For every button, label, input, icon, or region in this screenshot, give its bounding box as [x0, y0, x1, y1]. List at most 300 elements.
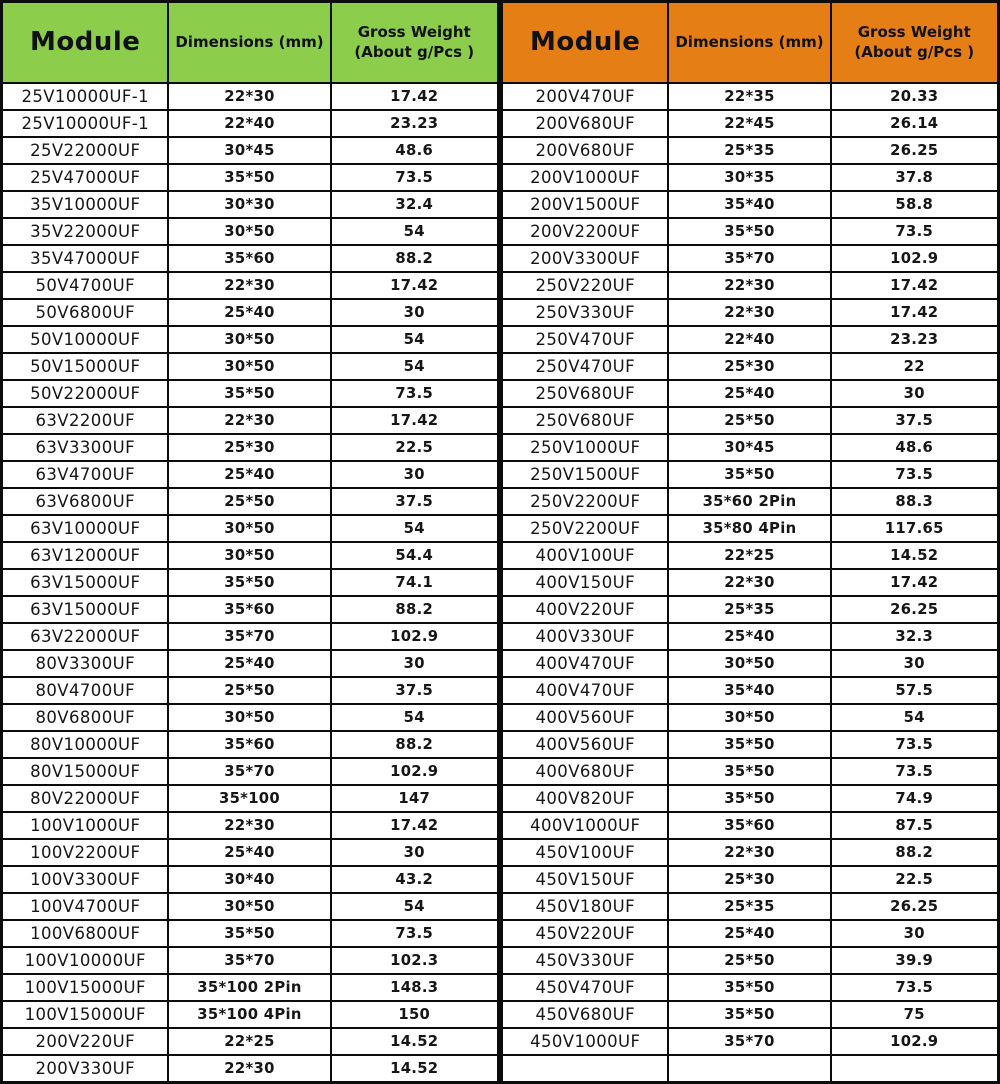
module-cell: 200V330UF: [2, 1055, 169, 1082]
table-row: [502, 326, 999, 353]
dimensions-cell: 35*40: [668, 677, 830, 704]
gross-weight-cell: 17.42: [331, 812, 499, 839]
gross-weight-cell: 37.5: [331, 677, 499, 704]
module-cell: 100V15000UF: [2, 974, 169, 1001]
dimensions-cell: 22*30: [168, 83, 330, 110]
gross-weight-cell: 54: [331, 326, 499, 353]
gross-weight-cell: 48.6: [331, 137, 499, 164]
dimensions-cell: 22*40: [168, 110, 330, 137]
table-row: [502, 434, 999, 461]
dimensions-cell: 25*40: [668, 920, 830, 947]
gross-weight-label-line1: Gross Weight: [357, 23, 471, 41]
module-cell: 35V22000UF: [2, 218, 169, 245]
dimensions-cell: 35*70: [668, 245, 830, 272]
dimensions-cell: 35*60 2Pin: [668, 488, 830, 515]
dimensions-column-header: Dimensions (mm): [668, 2, 830, 83]
table-row: [502, 785, 999, 812]
dimensions-cell: 30*30: [168, 191, 330, 218]
gross-weight-cell: 73.5: [331, 164, 499, 191]
gross-weight-cell: 102.9: [331, 623, 499, 650]
gross-weight-column-header: [831, 2, 999, 83]
table-row: [502, 839, 999, 866]
gross-weight-cell: 14.52: [831, 542, 999, 569]
table-row: [502, 731, 999, 758]
dimensions-cell: 35*100 2Pin: [168, 974, 330, 1001]
gross-weight-cell: 150: [331, 1001, 499, 1028]
dimensions-cell: [668, 1055, 830, 1082]
module-cell: 200V3300UF: [502, 245, 669, 272]
dimensions-cell: 25*50: [168, 677, 330, 704]
module-cell: 450V470UF: [502, 974, 669, 1001]
dimensions-cell: 35*60: [668, 812, 830, 839]
table-row: [2, 758, 499, 785]
gross-weight-cell: 22.5: [831, 866, 999, 893]
table-row: [502, 920, 999, 947]
gross-weight-cell: 88.2: [331, 596, 499, 623]
table-row: [502, 812, 999, 839]
gross-weight-cell: 73.5: [831, 218, 999, 245]
gross-weight-cell: 102.3: [331, 947, 499, 974]
gross-weight-cell: 23.23: [831, 326, 999, 353]
gross-weight-cell: 32.4: [331, 191, 499, 218]
right-product-table: [500, 0, 1000, 1084]
gross-weight-cell: 17.42: [831, 272, 999, 299]
dimensions-cell: 22*30: [168, 272, 330, 299]
module-cell: 250V330UF: [502, 299, 669, 326]
dimensions-cell: 22*25: [168, 1028, 330, 1055]
dimensions-cell: 25*50: [668, 947, 830, 974]
module-cell: 250V470UF: [502, 353, 669, 380]
module-cell: 35V10000UF: [2, 191, 169, 218]
dimensions-cell: 25*35: [668, 893, 830, 920]
module-cell: 25V10000UF-1: [2, 83, 169, 110]
dimensions-cell: 22*30: [168, 812, 330, 839]
module-cell: 63V3300UF: [2, 434, 169, 461]
module-cell: 25V47000UF: [2, 164, 169, 191]
dimensions-cell: 35*50: [168, 164, 330, 191]
gross-weight-cell: 74.9: [831, 785, 999, 812]
dimensions-cell: 22*30: [168, 407, 330, 434]
table-row: [502, 245, 999, 272]
dimensions-cell: 25*30: [668, 866, 830, 893]
gross-weight-cell: 17.42: [331, 407, 499, 434]
table-row: [502, 623, 999, 650]
gross-weight-cell: 73.5: [831, 758, 999, 785]
gross-weight-column-header: [331, 2, 499, 83]
dimensions-cell: 30*50: [168, 704, 330, 731]
dimensions-cell: 30*50: [668, 650, 830, 677]
dimensions-cell: 35*60: [168, 731, 330, 758]
table-row: [502, 704, 999, 731]
module-cell: 450V680UF: [502, 1001, 669, 1028]
dimensions-cell: 22*35: [668, 83, 830, 110]
table-row: [502, 947, 999, 974]
table-row: [2, 704, 499, 731]
table-row: [502, 407, 999, 434]
module-column-header: Module: [502, 2, 669, 83]
dimensions-cell: 35*40: [668, 191, 830, 218]
table-row: [502, 1055, 999, 1082]
table-row: [502, 569, 999, 596]
dimensions-cell: 25*50: [168, 488, 330, 515]
module-cell: 400V330UF: [502, 623, 669, 650]
module-cell: 200V680UF: [502, 110, 669, 137]
dimensions-column-header: Dimensions (mm): [168, 2, 330, 83]
dimensions-cell: 30*50: [168, 218, 330, 245]
table-row: [2, 380, 499, 407]
table-row: [2, 407, 499, 434]
dimensions-cell: 35*50: [668, 758, 830, 785]
module-cell: 450V330UF: [502, 947, 669, 974]
table-row: [2, 110, 499, 137]
dimensions-cell: 35*100 4Pin: [168, 1001, 330, 1028]
table-row: [502, 596, 999, 623]
module-cell: 80V10000UF: [2, 731, 169, 758]
module-cell: 80V6800UF: [2, 704, 169, 731]
gross-weight-cell: 102.9: [831, 245, 999, 272]
dimensions-cell: 30*50: [168, 353, 330, 380]
dimensions-cell: 30*50: [168, 326, 330, 353]
dimensions-cell: 22*30: [668, 299, 830, 326]
dimensions-cell: 35*50: [168, 920, 330, 947]
module-cell: 250V680UF: [502, 407, 669, 434]
table-row: [2, 947, 499, 974]
dimensions-cell: 22*25: [668, 542, 830, 569]
dimensions-cell: 25*40: [168, 839, 330, 866]
dimensions-cell: 25*35: [668, 596, 830, 623]
gross-weight-label-line2: (About g/Pcs ): [354, 43, 475, 62]
gross-weight-cell: [831, 1055, 999, 1082]
table-row: [502, 137, 999, 164]
table-row: [2, 326, 499, 353]
table-row: [2, 731, 499, 758]
gross-weight-cell: 148.3: [331, 974, 499, 1001]
module-cell: 80V15000UF: [2, 758, 169, 785]
dimensions-cell: 22*30: [668, 272, 830, 299]
module-cell: 400V100UF: [502, 542, 669, 569]
table-row: [502, 893, 999, 920]
left-table-header: [2, 2, 499, 83]
gross-weight-cell: 147: [331, 785, 499, 812]
dimensions-cell: 35*70: [168, 623, 330, 650]
dimensions-cell: 25*40: [168, 650, 330, 677]
table-row: [2, 866, 499, 893]
table-row: [2, 488, 499, 515]
module-cell: 100V3300UF: [2, 866, 169, 893]
table-row: [502, 380, 999, 407]
table-row: [2, 974, 499, 1001]
module-cell: 80V3300UF: [2, 650, 169, 677]
module-cell: 63V22000UF: [2, 623, 169, 650]
dimensions-cell: 30*50: [168, 515, 330, 542]
gross-weight-cell: 54: [831, 704, 999, 731]
gross-weight-cell: 54: [331, 353, 499, 380]
table-row: [2, 839, 499, 866]
table-row: [502, 758, 999, 785]
gross-weight-cell: 14.52: [331, 1028, 499, 1055]
dimensions-cell: 30*35: [668, 164, 830, 191]
module-cell: 63V6800UF: [2, 488, 169, 515]
module-cell: 63V15000UF: [2, 569, 169, 596]
gross-weight-cell: 54: [331, 515, 499, 542]
module-cell: 63V2200UF: [2, 407, 169, 434]
module-cell: 450V150UF: [502, 866, 669, 893]
table-row: [2, 245, 499, 272]
module-cell: 450V1000UF: [502, 1028, 669, 1055]
gross-weight-cell: 54: [331, 893, 499, 920]
table-row: [502, 299, 999, 326]
module-cell: 80V4700UF: [2, 677, 169, 704]
module-cell: 450V220UF: [502, 920, 669, 947]
module-cell: 400V680UF: [502, 758, 669, 785]
module-cell: 100V10000UF: [2, 947, 169, 974]
gross-weight-cell: 54: [331, 218, 499, 245]
gross-weight-cell: 37.5: [331, 488, 499, 515]
gross-weight-cell: 30: [331, 461, 499, 488]
gross-weight-cell: 58.8: [831, 191, 999, 218]
table-row: [2, 272, 499, 299]
dimensions-cell: 35*60: [168, 245, 330, 272]
module-cell: 400V220UF: [502, 596, 669, 623]
module-cell: 50V15000UF: [2, 353, 169, 380]
table-row: [2, 191, 499, 218]
module-cell: 250V2200UF: [502, 488, 669, 515]
table-row: [502, 974, 999, 1001]
dimensions-cell: 22*40: [668, 326, 830, 353]
dimensions-cell: 35*50: [168, 380, 330, 407]
gross-weight-cell: 88.3: [831, 488, 999, 515]
dimensions-cell: 35*50: [668, 218, 830, 245]
table-row: [2, 164, 499, 191]
module-cell: 250V680UF: [502, 380, 669, 407]
dimensions-cell: 35*50: [168, 569, 330, 596]
gross-weight-cell: 26.14: [831, 110, 999, 137]
module-cell: [502, 1055, 669, 1082]
gross-weight-cell: 26.25: [831, 893, 999, 920]
module-cell: 63V15000UF: [2, 596, 169, 623]
dimensions-cell: 25*40: [168, 461, 330, 488]
gross-weight-cell: 30: [831, 380, 999, 407]
table-row: [2, 515, 499, 542]
gross-weight-cell: 17.42: [331, 83, 499, 110]
module-cell: 250V1500UF: [502, 461, 669, 488]
dimensions-cell: 25*50: [668, 407, 830, 434]
table-row: [2, 650, 499, 677]
gross-weight-label-line1: Gross Weight: [857, 23, 971, 41]
table-row: [502, 164, 999, 191]
table-row: [2, 893, 499, 920]
dimensions-cell: 35*50: [668, 785, 830, 812]
module-cell: 50V4700UF: [2, 272, 169, 299]
module-cell: 50V22000UF: [2, 380, 169, 407]
gross-weight-label-line2: (About g/Pcs ): [854, 43, 975, 62]
module-cell: 450V180UF: [502, 893, 669, 920]
gross-weight-cell: 37.5: [831, 407, 999, 434]
dimensions-cell: 30*50: [168, 542, 330, 569]
table-row: [2, 1055, 499, 1082]
module-cell: 35V47000UF: [2, 245, 169, 272]
dimensions-cell: 25*40: [668, 380, 830, 407]
gross-weight-cell: 117.65: [831, 515, 999, 542]
table-row: [502, 542, 999, 569]
dimensions-cell: 35*70: [168, 758, 330, 785]
module-cell: 250V220UF: [502, 272, 669, 299]
module-cell: 400V560UF: [502, 704, 669, 731]
dimensions-cell: 30*45: [168, 137, 330, 164]
gross-weight-cell: 23.23: [331, 110, 499, 137]
module-cell: 400V820UF: [502, 785, 669, 812]
module-cell: 100V15000UF: [2, 1001, 169, 1028]
gross-weight-cell: 54: [331, 704, 499, 731]
dimensions-cell: 22*30: [168, 1055, 330, 1082]
gross-weight-cell: 30: [331, 299, 499, 326]
gross-weight-cell: 102.9: [831, 1028, 999, 1055]
dimensions-cell: 35*100: [168, 785, 330, 812]
dimensions-cell: 35*80 4Pin: [668, 515, 830, 542]
gross-weight-cell: 30: [331, 650, 499, 677]
module-cell: 200V1500UF: [502, 191, 669, 218]
right-table-body: [502, 83, 999, 1083]
gross-weight-cell: 74.1: [331, 569, 499, 596]
gross-weight-cell: 17.42: [831, 569, 999, 596]
dimensions-cell: 35*60: [168, 596, 330, 623]
table-row: [2, 1001, 499, 1028]
table-row: [2, 542, 499, 569]
module-cell: 80V22000UF: [2, 785, 169, 812]
module-cell: 200V1000UF: [502, 164, 669, 191]
dimensions-cell: 22*30: [668, 839, 830, 866]
table-row: [2, 299, 499, 326]
module-cell: 50V6800UF: [2, 299, 169, 326]
gross-weight-cell: 73.5: [831, 974, 999, 1001]
left-table-body: [2, 83, 499, 1083]
table-row: [502, 866, 999, 893]
table-row: [2, 461, 499, 488]
table-row: [502, 218, 999, 245]
gross-weight-cell: 14.52: [331, 1055, 499, 1082]
module-cell: 63V4700UF: [2, 461, 169, 488]
module-cell: 250V470UF: [502, 326, 669, 353]
table-row: [2, 569, 499, 596]
gross-weight-cell: 88.2: [331, 731, 499, 758]
gross-weight-cell: 54.4: [331, 542, 499, 569]
table-row: [2, 596, 499, 623]
table-row: [2, 677, 499, 704]
right-table-header: [502, 2, 999, 83]
table-row: [502, 488, 999, 515]
module-cell: 400V560UF: [502, 731, 669, 758]
module-cell: 25V22000UF: [2, 137, 169, 164]
module-cell: 400V150UF: [502, 569, 669, 596]
gross-weight-cell: 26.25: [831, 137, 999, 164]
module-cell: 400V470UF: [502, 677, 669, 704]
module-cell: 200V470UF: [502, 83, 669, 110]
dimensions-cell: 22*45: [668, 110, 830, 137]
gross-weight-cell: 17.42: [831, 299, 999, 326]
module-cell: 63V10000UF: [2, 515, 169, 542]
gross-weight-cell: 73.5: [331, 380, 499, 407]
dimensions-cell: 30*40: [168, 866, 330, 893]
gross-weight-cell: 37.8: [831, 164, 999, 191]
dimensions-cell: 25*30: [668, 353, 830, 380]
module-cell: 400V470UF: [502, 650, 669, 677]
gross-weight-cell: 88.2: [831, 839, 999, 866]
module-column-header: Module: [2, 2, 169, 83]
dimensions-cell: 25*40: [168, 299, 330, 326]
table-row: [2, 623, 499, 650]
gross-weight-cell: 32.3: [831, 623, 999, 650]
header-row: [2, 2, 499, 83]
gross-weight-cell: 43.2: [331, 866, 499, 893]
gross-weight-cell: 48.6: [831, 434, 999, 461]
dimensions-cell: 35*50: [668, 974, 830, 1001]
module-cell: 250V1000UF: [502, 434, 669, 461]
module-cell: 450V100UF: [502, 839, 669, 866]
gross-weight-cell: 22.5: [331, 434, 499, 461]
gross-weight-cell: 73.5: [331, 920, 499, 947]
table-row: [502, 83, 999, 110]
module-cell: 100V1000UF: [2, 812, 169, 839]
module-cell: 63V12000UF: [2, 542, 169, 569]
gross-weight-cell: 87.5: [831, 812, 999, 839]
gross-weight-cell: 30: [831, 920, 999, 947]
table-row: [502, 650, 999, 677]
table-row: [2, 920, 499, 947]
dimensions-cell: 35*50: [668, 731, 830, 758]
table-row: [2, 785, 499, 812]
table-row: [2, 812, 499, 839]
table-row: [502, 677, 999, 704]
dimensions-cell: 35*50: [668, 1001, 830, 1028]
module-cell: 250V2200UF: [502, 515, 669, 542]
table-row: [2, 434, 499, 461]
gross-weight-cell: 30: [831, 650, 999, 677]
table-row: [2, 353, 499, 380]
module-cell: 25V10000UF-1: [2, 110, 169, 137]
dimensions-cell: 35*70: [668, 1028, 830, 1055]
gross-weight-cell: 57.5: [831, 677, 999, 704]
table-row: [502, 1028, 999, 1055]
table-row: [502, 515, 999, 542]
module-cell: 100V4700UF: [2, 893, 169, 920]
gross-weight-cell: 39.9: [831, 947, 999, 974]
dimensions-cell: 30*50: [168, 893, 330, 920]
dimensions-cell: 35*70: [168, 947, 330, 974]
module-cell: 200V680UF: [502, 137, 669, 164]
dimensions-cell: 30*50: [668, 704, 830, 731]
module-cell: 400V1000UF: [502, 812, 669, 839]
gross-weight-cell: 73.5: [831, 731, 999, 758]
dimensions-cell: 22*30: [668, 569, 830, 596]
module-cell: 50V10000UF: [2, 326, 169, 353]
module-cell: 100V6800UF: [2, 920, 169, 947]
module-cell: 100V2200UF: [2, 839, 169, 866]
dimensions-cell: 25*40: [668, 623, 830, 650]
module-cell: 200V2200UF: [502, 218, 669, 245]
gross-weight-cell: 102.9: [331, 758, 499, 785]
dimensions-cell: 25*35: [668, 137, 830, 164]
gross-weight-cell: 26.25: [831, 596, 999, 623]
table-row: [502, 353, 999, 380]
dimensions-cell: 30*45: [668, 434, 830, 461]
gross-weight-cell: 73.5: [831, 461, 999, 488]
table-row: [2, 1028, 499, 1055]
module-cell: 200V220UF: [2, 1028, 169, 1055]
table-row: [502, 272, 999, 299]
header-row: [502, 2, 999, 83]
table-row: [2, 218, 499, 245]
gross-weight-cell: 88.2: [331, 245, 499, 272]
